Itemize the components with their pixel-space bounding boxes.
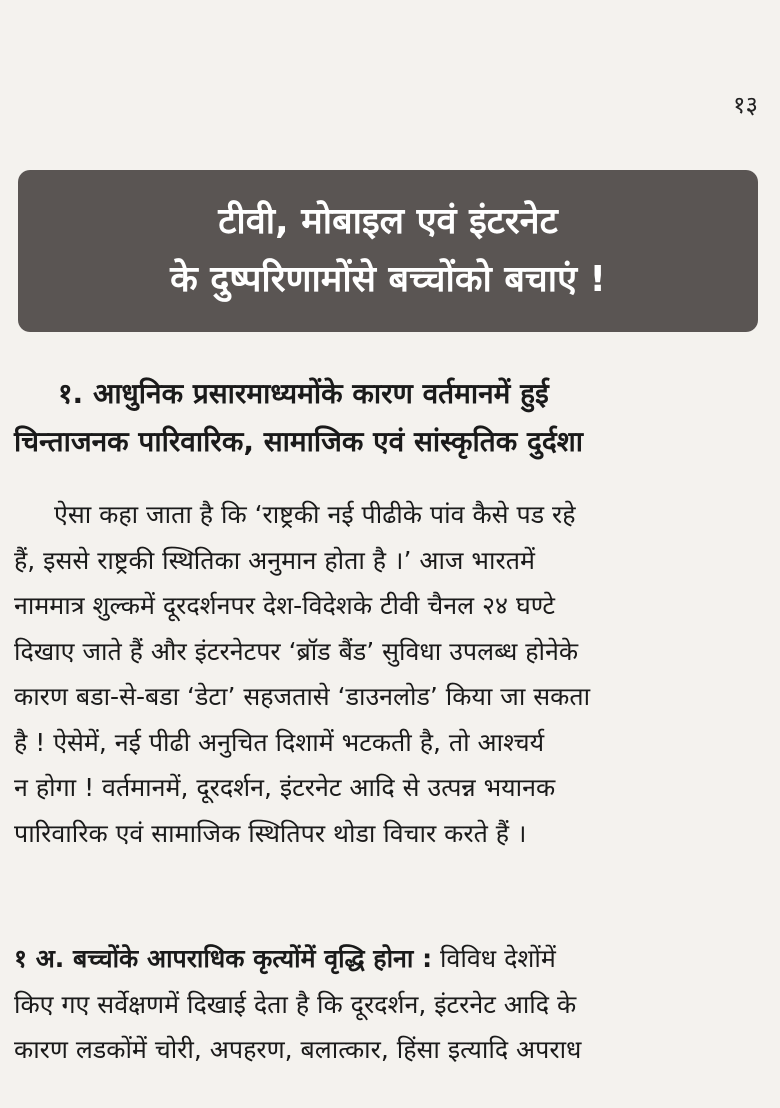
section-heading	[14, 370, 770, 466]
paragraph-line: पारिवारिक एवं सामाजिक स्थितिपर थोडा विचार करते हैं ।	[14, 818, 527, 848]
subsection-line-3: कारण लडकोंमें चोरी, अपहरण, बलात्कार, हिंसा इत्यादि अपराध	[14, 1035, 582, 1064]
section-heading-line-1: १. आधुनिक प्रसारमाध्यमोंके कारण वर्तमानमें हुई	[58, 377, 549, 410]
paragraph-line: न होगा ! वर्तमानमें, दूरदर्शन, इंटरनेट आदि से उत्पन्न भयानक	[14, 773, 556, 802]
subsection-line-1	[14, 936, 774, 982]
paragraph-line: है ! ऐसेमें, नई पीढी अनुचित दिशामें भटकती है, तो आश्चर्य	[14, 727, 545, 757]
page-number: १३	[733, 91, 758, 119]
subsection-line-1-text: विविध देशोंमें	[432, 944, 556, 973]
section-heading-line-2: चिन्ताजनक पारिवारिक, सामाजिक एवं सांस्कृतिक दुर्दशा	[14, 425, 584, 458]
subsection-1a	[14, 936, 774, 1073]
paragraph-line: कारण बडा-से-बडा ‘डेटा’ सहजतासे ‘डाउनलोड’ किया जा सकता	[14, 682, 591, 711]
subsection-line-2: किए गए सर्वेक्षणमें दिखाई देता है कि दूरदर्शन, इंटरनेट आदि के	[14, 989, 577, 1019]
paragraph-line: दिखाए जाते हैं और इंटरनेटपर ‘ब्रॉड बैंड’ सुविधा उपलब्ध होनेके	[14, 636, 579, 666]
chapter-title-line-1: टीवी, मोबाइल एवं इंटरनेट	[218, 201, 558, 242]
body-paragraph	[14, 492, 774, 856]
chapter-title-banner	[18, 170, 758, 332]
paragraph-line: हैं, इससे राष्ट्रकी स्थितिका अनुमान होता है ।’ आज भारतमें	[14, 545, 535, 575]
paragraph-line: ऐसा कहा जाता है कि ‘राष्ट्रकी नई पीढीके पांव कैसे पड रहे	[54, 500, 576, 529]
subsection-heading: १ अ. बच्चोंके आपराधिक कृत्योंमें वृद्धि होना :	[14, 944, 433, 973]
chapter-title-line-2: के दुष्परिणामोंसे बच्चोंको बचाएं !	[170, 259, 606, 300]
paragraph-line: नाममात्र शुल्कमें दूरदर्शनपर देश-विदेशके टीवी चैनल २४ घण्टे	[14, 591, 555, 620]
